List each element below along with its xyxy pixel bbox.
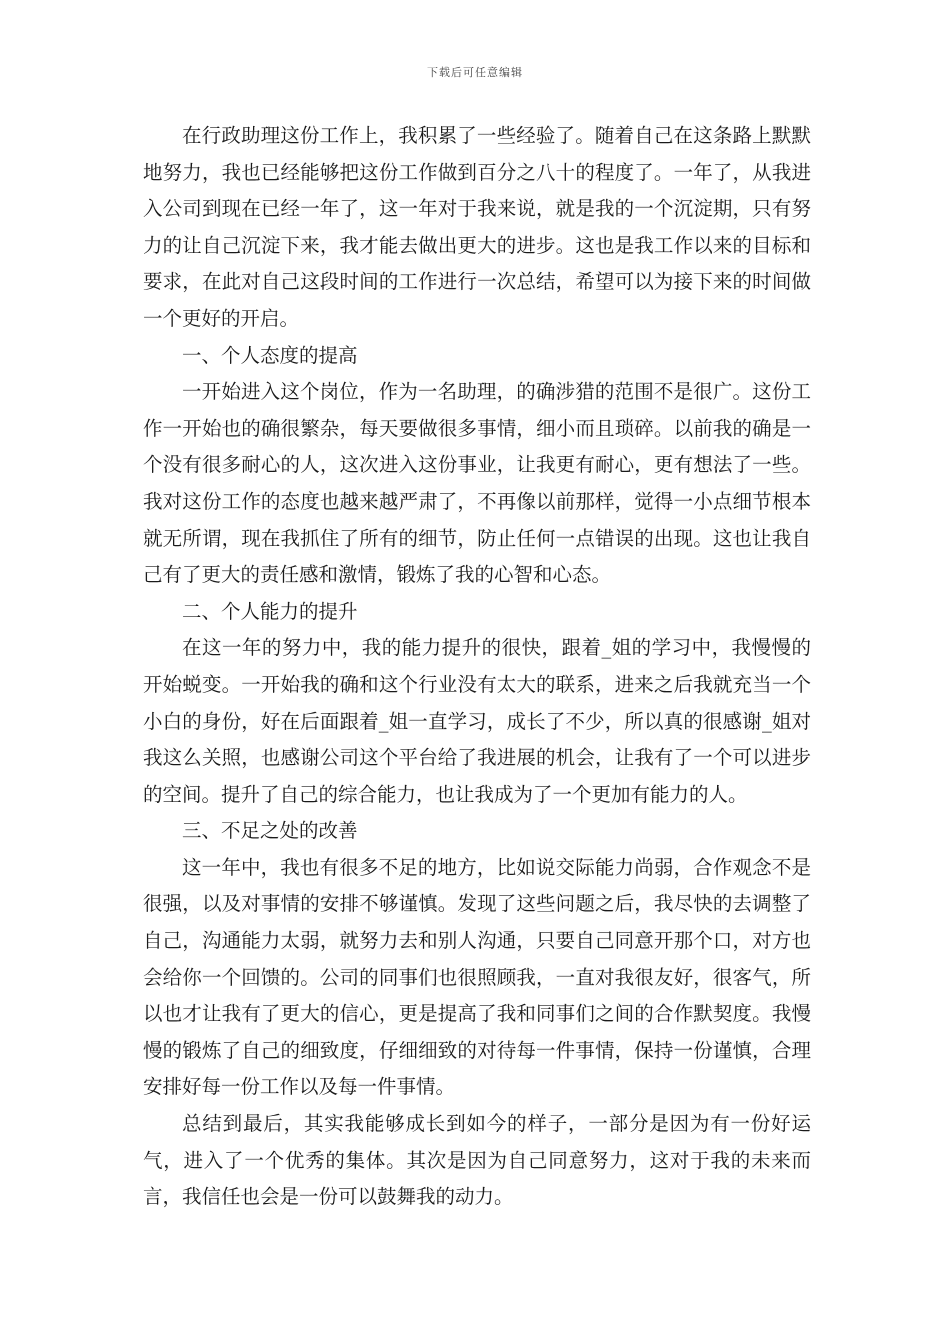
section-1-paragraph: 一开始进入这个岗位，作为一名助理，的确涉猎的范围不是很广。这份工作一开始也的确很繁杂，每天要做很多事情，细小而且琐碎。以前我的确是一个没有很多耐心的人，这次进入这份事业，让我更有耐心，更有想法了一些。我对这份工作的态度也越来越严肃了，不再像以前那样，觉得一小点细节根本就无所谓，现在我抓住了所有的细节，防止任何一点错误的出现。这也让我自己有了更大的责任感和激情，锻炼了我的心智和心态。 <box>143 380 811 587</box>
section-3-paragraph: 这一年中，我也有很多不足的地方，比如说交际能力尚弱，合作观念不是很强，以及对事情的安排不够谨慎。发现了这些问题之后，我尽快的去调整了自己，沟通能力太弱，就努力去和别人沟通，只要自己同意开那个口，对方也会给你一个回馈的。公司的同事们也很照顾我，一直对我很友好，很客气，所以也才让我有了更大的信心，更是提高了我和同事们之间的合作默契度。我慢慢的锻炼了自己的细致度，仔细细致的对待每一件事情，保持一份谨慎，合理安排好每一份工作以及每一件事情。 <box>143 855 811 1099</box>
section-1-heading: 一、个人态度的提高 <box>182 343 358 367</box>
section-2-paragraph: 在这一年的努力中，我的能力提升的很快，跟着_姐的学习中，我慢慢的开始蜕变。一开始我的确和这个行业没有太大的联系，进来之后我就充当一个小白的身份，好在后面跟着_姐一直学习，成长了不少，所以真的很感谢_姐对我这么关照，也感谢公司这个平台给了我进展的机会，让我有了一个可以进步的空间。提升了自己的综合能力，也让我成为了一个更加有能力的人。 <box>143 636 811 806</box>
intro-paragraph: 在行政助理这份工作上，我积累了一些经验了。随着自己在这条路上默默地努力，我也已经能够把这份工作做到百分之八十的程度了。一年了，从我进入公司到现在已经一年了，这一年对于我来说，就是我的一个沉淀期，只有努力的让自己沉淀下来，我才能去做出更大的进步。这也是我工作以来的目标和要求，在此对自己这段时间的工作进行一次总结，希望可以为接下来的时间做一个更好的开启。 <box>143 124 811 330</box>
header-note: 下载后可任意编辑 <box>427 66 523 79</box>
document-body <box>143 118 811 1216</box>
conclusion-paragraph: 总结到最后，其实我能够成长到如今的样子，一部分是因为有一份好运气，进入了一个优秀的集体。其次是因为自己同意努力，这对于我的未来而言，我信任也会是一份可以鼓舞我的动力。 <box>143 1112 811 1209</box>
section-3-heading: 三、不足之处的改善 <box>182 819 358 843</box>
section-2-heading: 二、个人能力的提升 <box>182 599 358 623</box>
